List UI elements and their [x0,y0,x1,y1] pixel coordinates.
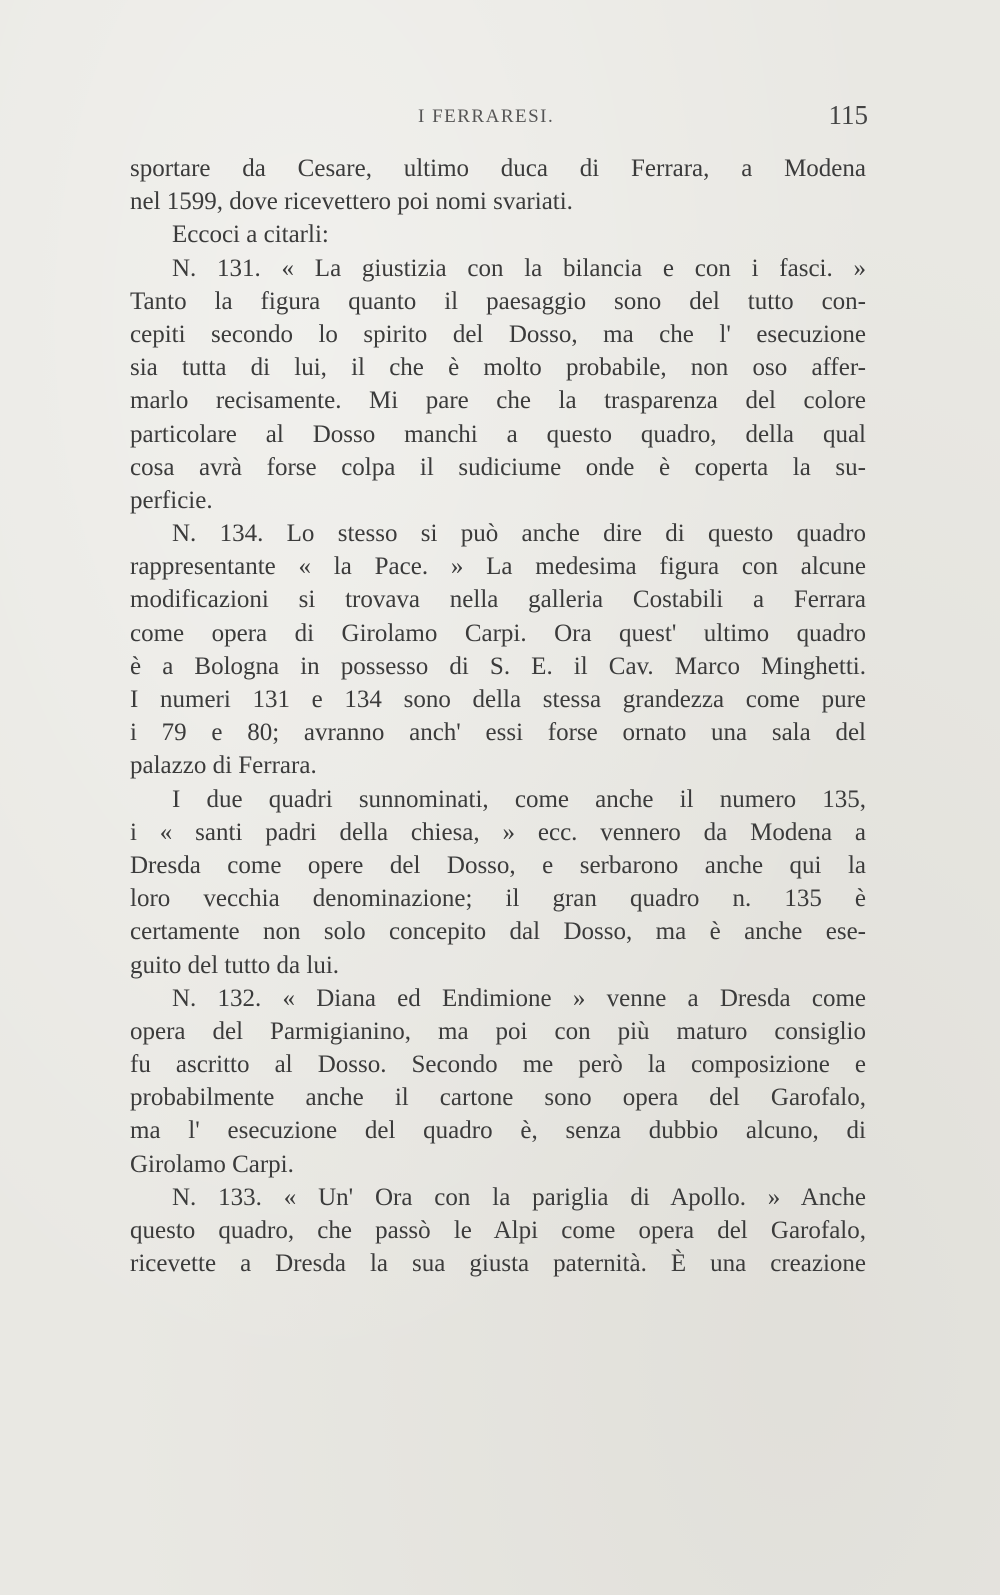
text-line: sportare da Cesare, ultimo duca di Ferrara, a Modena [130,155,866,182]
text-line: N. 134. Lo stesso si può anche dire di questo quadro [172,520,866,548]
text-line: rappresentante « la Pace. » La medesima figura con alcune [130,553,866,581]
text-line: modificazioni si trovava nella galleria Costabili a Ferrara [130,586,866,614]
page-number: 115 [828,100,868,130]
text-line: fu ascritto al Dosso. Secondo me però la composizione e [130,1051,866,1079]
text-line: N. 132. « Diana ed Endimione » venne a Dresda come [172,984,866,1012]
text-line: certamente non solo concepito dal Dosso, ma è anche ese- [130,918,866,946]
text-line: marlo recisamente. Mi pare che la trasparenza del colore [130,387,866,415]
text-line: ma l' esecuzione del quadro è, senza dubbio alcuno, di [130,1117,866,1145]
text-line: Tanto la figura quanto il paesaggio sono del tutto con- [130,287,866,315]
running-head: I FERRARESI. [418,106,555,127]
text-line: sia tutta di lui, il che è molto probabile, non oso affer- [130,354,866,382]
text-line: particolare al Dosso manchi a questo quadro, della qual [130,420,866,448]
text-line: N. 133. « Un' Ora con la pariglia di Apollo. » Anche [172,1183,866,1211]
text-line: N. 131. « La giustizia con la bilancia e con i fasci. » [172,254,866,282]
text-line: I numeri 131 e 134 sono della stessa grandezza come pure [130,686,866,713]
text-line: Eccoci a citarli: [172,221,329,249]
text-line: questo quadro, che passò le Alpi come opera del Garofalo, [130,1217,866,1244]
body-text [130,152,866,1280]
text-line: ricevette a Dresda la sua giusta paternità. È una creazione [130,1250,866,1278]
text-line: loro vecchia denominazione; il gran quadro n. 135 è [130,885,866,913]
text-line: i « santi padri della chiesa, » ecc. vennero da Modena a [130,818,866,846]
text-line: i 79 e 80; avranno anch' essi forse ornato una sala del [130,719,866,747]
text-line: Dresda come opere del Dosso, e serbarono anche qui la [130,851,866,879]
text-line: guito del tutto da lui. [130,951,340,979]
text-line: come opera di Girolamo Carpi. Ora quest' ultimo quadro [130,619,866,647]
text-line: opera del Parmigianino, ma poi con più maturo consiglio [130,1017,866,1045]
text-line: perficie. [130,486,213,514]
text-line: cosa avrà forse colpa il sudiciume onde è coperta la su- [130,453,866,481]
text-line: Girolamo Carpi. [130,1150,294,1178]
text-line: cepiti secondo lo spirito del Dosso, ma che l' esecuzione [130,320,866,348]
text-line: nel 1599, dove ricevettero poi nomi svariati. [130,188,573,216]
text-line: è a Bologna in possesso di S. E. il Cav. Marco Minghetti. [130,652,866,680]
text-line: I due quadri sunnominati, come anche il numero 135, [172,785,866,813]
text-line: probabilmente anche il cartone sono opera del Garofalo, [130,1084,866,1112]
text-line: palazzo di Ferrara. [130,752,317,780]
page-header [136,100,868,136]
